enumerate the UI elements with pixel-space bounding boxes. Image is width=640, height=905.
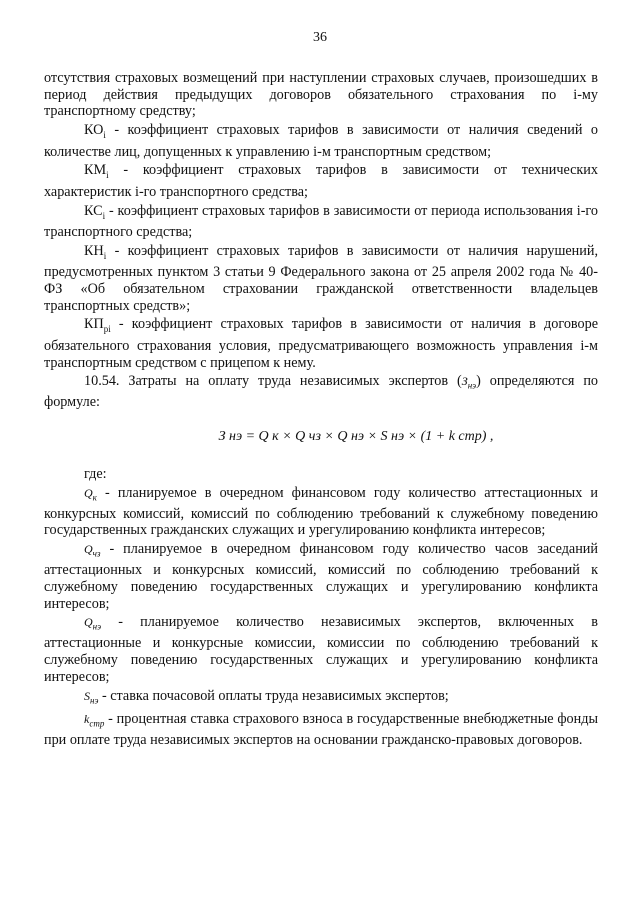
symbol-kp: $КП_{рi}$ [84, 316, 111, 335]
symbol-kstr: $k_{стр}$ [84, 711, 105, 728]
definition-qne: $Q_{нэ}$ - планируемое количество независимых экспертов, включенных в аттестационные и конкурсные комиссии, комиссии по соблюдению требований к служебному поведению государственных служащих и урегулированию конфликта интересов; [44, 614, 598, 685]
symbol-ks: $КС_i$ [84, 202, 106, 221]
intro-paragraph: отсутствия страховых возмещений при наступлении страховых случаев, произошедших в период действия предыдущих договоров обязательного страхования по i-му транспортному средству; [44, 70, 598, 120]
symbol-kn: $КН_i$ [84, 242, 107, 261]
formula: З нэ = Q к × Q чз × Q нэ × S нэ × (1 + k стр) , [218, 429, 494, 445]
symbol-qch: $Q_{чз}$ [84, 542, 101, 559]
symbol-qne: $Q_{нэ}$ [84, 615, 102, 632]
symbol-ko: $КО_i$ [84, 122, 106, 140]
symbol-sne: $S_{нэ}$ [84, 688, 99, 705]
definition-kn: $КН_i$ - коэффициент страховых тарифов в зависимости от наличия нарушений, предусмотренных пунктом 3 статьи 9 Федерального закона от 25 апреля 2002 года № 40-ФЗ «Об обязательном страховании гражданской ответственности владельцев транспортных средств»; [44, 242, 598, 314]
definition-kstr: $k_{стр}$ - процентная ставка страхового взноса в государственные внебюджетные фонды при оплате труда независимых экспертов на основании гражданско-правовых договоров. [44, 710, 598, 748]
definition-qch: $Q_{чз}$ - планируемое в очередном финансовом году количество часов заседаний аттестационных и конкурсных комиссий, комиссий по соблюдению требований к служебному поведению государственных служащих и урегулированию конфликта интересов; [44, 541, 598, 612]
definition-km: $КМ_i$ - коэффициент страховых тарифов в зависимости от технических характеристик i-го транспортного средства; [44, 162, 598, 200]
section-10-54: 10.54. Затраты на оплату труда независимых экспертов $(З_{нэ})$ определяются по формуле: [44, 373, 599, 411]
symbol-zne: $З_{нэ}$ [461, 374, 477, 391]
page-number: 36 [313, 30, 327, 45]
symbol-km: $КМ_i$ [84, 162, 109, 181]
where-label: где: [84, 465, 107, 482]
definition-sne: $S_{нэ}$ - ставка почасовой оплаты труда независимых экспертов; [84, 687, 449, 705]
definition-kp: $КП_{рi}$ - коэффициент страховых тарифов в зависимости от наличия в договоре обязательного страхования условия, предусматривающего возможность управления i-м транспортным средством с прицепом к нему. [44, 316, 598, 371]
document-body [44, 70, 598, 748]
definition-ko: $КО_i$ - коэффициент страховых тарифов в зависимости от наличия сведений о количестве лиц, допущенных к управлению i-м транспортным средством; [44, 122, 598, 160]
definition-ks: $КС_i$ - коэффициент страховых тарифов в зависимости от периода использования i-го транспортного средства; [44, 202, 598, 241]
symbol-qk: $Q_к$ [84, 485, 97, 502]
definition-qk: $Q_к$ - планируемое в очередном финансовом году количество аттестационных и конкурсных комиссий, комиссий по соблюдению требований к служебному поведению государственных гражданских служащих и урегулированию конфликта интересов; [44, 484, 598, 539]
